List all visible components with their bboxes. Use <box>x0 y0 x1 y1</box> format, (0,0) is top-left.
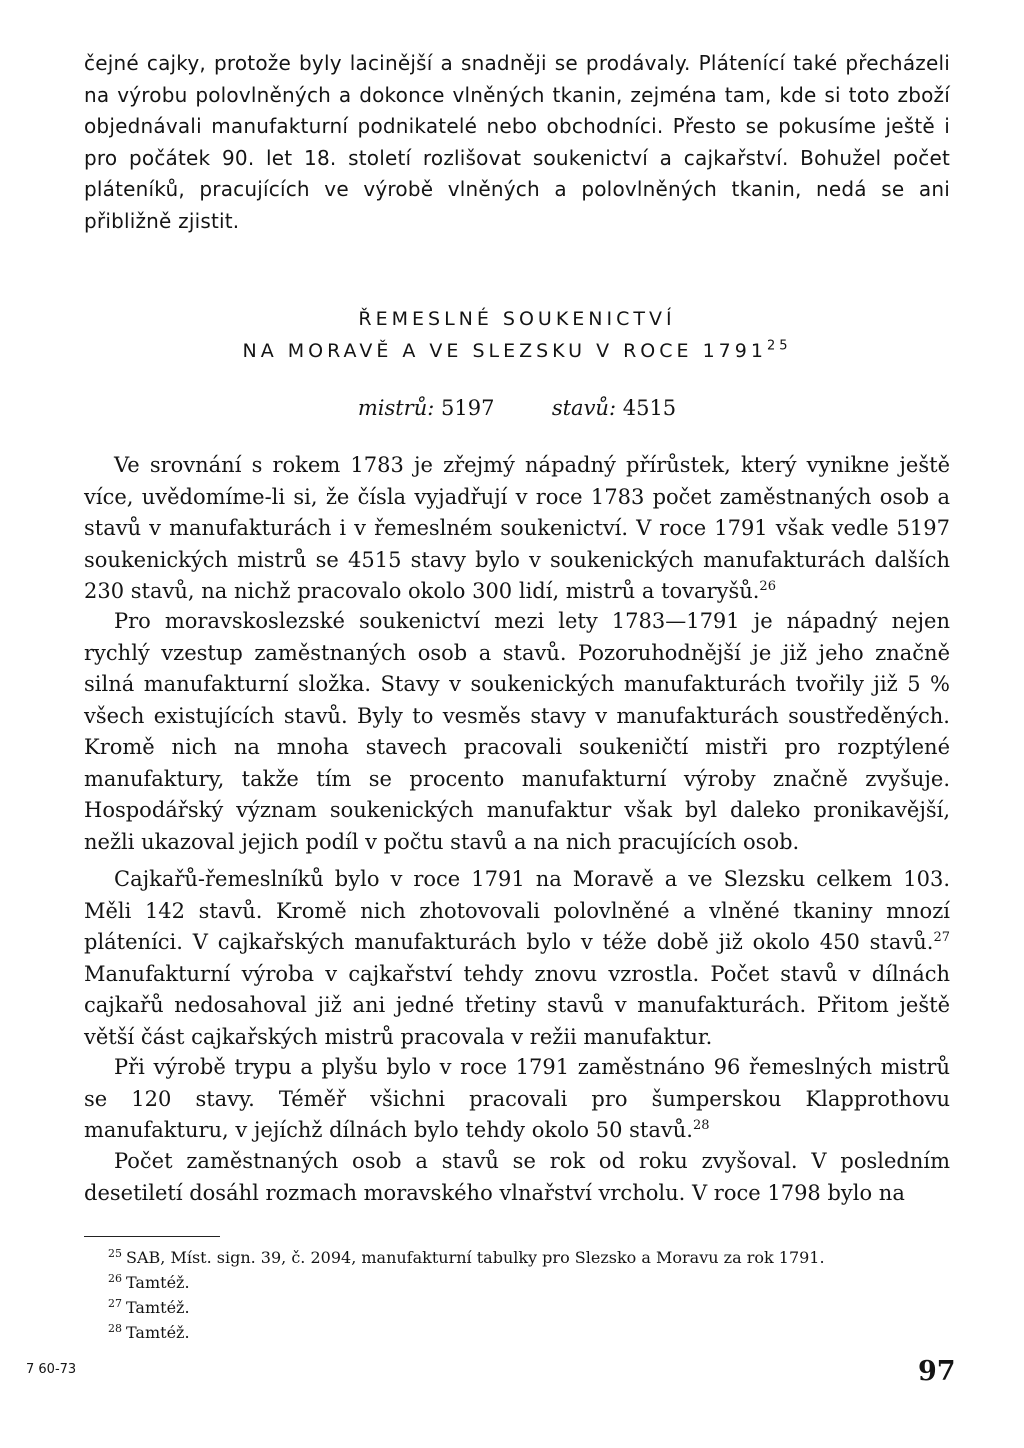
footnote-28 <box>108 1323 190 1343</box>
footnote-25-text: SAB, Míst. sign. 39, č. 2094, manufakturní tabulky pro Slezsko a Moravu za rok 1791. <box>126 1248 825 1267</box>
paragraph-3-text: Cajkařů-řemeslníků bylo v roce 1791 na Moravě a ve Slezsku celkem 103. Měli 142 stavů. Kromě nich zhotovovali polovlněné a vlněné tkaniny mnozí pláteníci. V cajkařských manufakturách bylo v téže době již okolo 450 stavů. <box>84 867 950 954</box>
footnote-ref-25: 25 <box>766 338 792 354</box>
page-number: 97 <box>918 1356 956 1387</box>
paragraph-1 <box>84 450 950 608</box>
footnote-ref-28: 28 <box>692 1118 710 1133</box>
footnote-28-number: 28 <box>108 1321 122 1335</box>
stats-line <box>84 396 950 420</box>
footnote-25 <box>108 1248 825 1268</box>
footnote-27-text: Tamtéž. <box>126 1298 190 1317</box>
paragraph-4 <box>84 1052 950 1147</box>
footnote-25-number: 25 <box>108 1246 122 1260</box>
masters-value: 5197 <box>441 396 495 420</box>
footnote-26 <box>108 1273 190 1293</box>
paragraph-4-text: Při výrobě trypu a plyšu bylo v roce 1791 zaměstnáno 96 řemeslných mistrů se 120 stavy. Téměř všichni pracovali pro šumperskou Klapprothovu manufakturu, v jejíchž dílnách bylo tehdy okolo 50 stavů. <box>84 1055 950 1142</box>
paragraph-5: Počet zaměstnaných osob a stavů se rok od roku zvyšoval. V posledním desetiletí dosáhl rozmach moravského vlnařství vrcholu. V roce 1798 bylo na <box>84 1149 950 1205</box>
intro-paragraph: čejné cajky, protože byly lacinější a snadněji se prodávaly. Plátenící také přecházeli na výrobu polovlněných a dokonce vlněných tkanin, zejména tam, kde si toto zboží objednávali manufakturní podnikatelé nebo obchodníci. Přesto se pokusíme ještě i pro počátek 90. let 18. století rozlišovat soukenictví a cajkařství. Bohužel počet pláteníků, pracujících ve výrobě vlněných a polovlněných tkanin, nedá se ani přibližně zjistit. <box>84 51 950 233</box>
looms-value: 4515 <box>622 396 677 420</box>
footnote-ref-27: 27 <box>933 930 950 945</box>
paragraph-3-continuation: Manufakturní výroba v cajkařství tehdy znovu vzrostla. Počet stavů v dílnách cajkařů nedosahoval již ani jedné třetiny stavů v manufakturách. Přitom ještě větší část cajkařských mistrů pracovala v režii manufaktur. <box>84 961 950 1049</box>
looms-label: stavů: <box>551 396 617 420</box>
footnote-27 <box>108 1298 190 1318</box>
section-heading-line1: ŘEMESLNÉ SOUKENICTVÍ <box>358 308 676 330</box>
paragraph-1-text: Ve srovnání s rokem 1783 je zřejmý nápadný přírůstek, který vynikne ještě více, uvědomíme-li si, že čísla vyjadřují v roce 1783 počet zaměstnaných osob a stavů v manufakturách i v řemeslném soukenictví. V roce 1791 však vedle 5197 soukenických mistrů se 4515 stavy bylo v soukenických manufakturách dalších 230 stavů, na nichž pracovalo okolo 300 lidí, mistrů a tovaryšů. <box>84 453 950 603</box>
footnote-ref-26: 26 <box>759 579 776 594</box>
footnote-divider <box>84 1236 220 1237</box>
footnote-26-text: Tamtéž. <box>126 1273 190 1292</box>
section-heading-text: NA MORAVĚ A VE SLEZSKU V ROCE 1791 <box>242 340 767 362</box>
masters-label: mistrů: <box>357 396 435 420</box>
printer-signature: 7 60-73 <box>26 1362 77 1377</box>
section-heading-line2 <box>84 340 950 362</box>
footnote-28-text: Tamtéž. <box>126 1323 190 1342</box>
footnote-26-number: 26 <box>108 1271 122 1285</box>
paragraph-3 <box>84 864 950 1053</box>
paragraph-2: Pro moravskoslezské soukenictví mezi lety 1783—1791 je nápadný nejen rychlý vzestup zaměstnaných osob a stavů. Pozoruhodnější je již jeho značně silná manufakturní složka. Stavy v soukenických manufakturách tvořily již 5 % všech existujících stavů. Byly to vesměs stavy v manufakturách soustředěných. Kromě nich na mnoha stavech pracovali soukeničtí mistři pro rozptýlené manufaktury, takže tím se procento manufakturní výroby značně zvyšuje. Hospodářský význam soukenických manufaktur však byl daleko pronikavější, nežli ukazoval jejich podíl v počtu stavů a na nich pracujících osob. <box>84 609 950 854</box>
footnote-27-number: 27 <box>108 1296 122 1310</box>
